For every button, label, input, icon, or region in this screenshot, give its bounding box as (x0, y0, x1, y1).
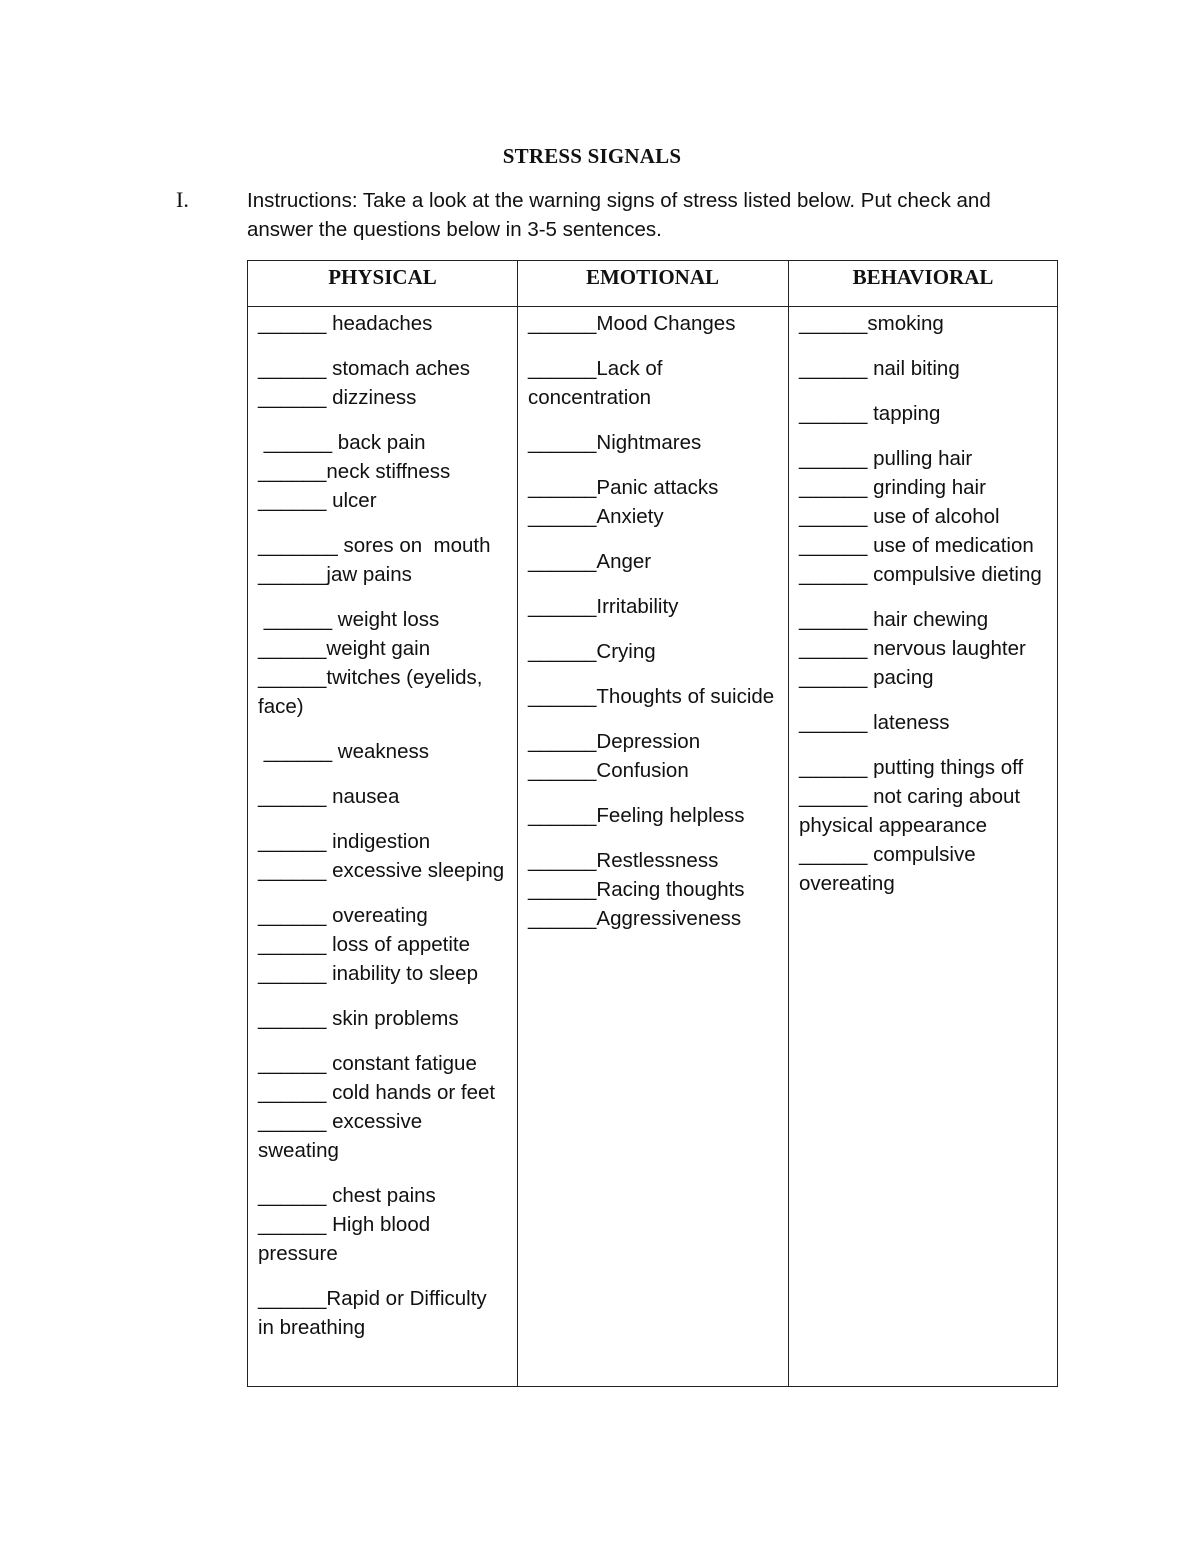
page-title: STRESS SIGNALS (502, 144, 682, 168)
behavioral-signal-item: ______ not caring about physical appearance (799, 785, 1026, 837)
header-physical: PHYSICAL (328, 265, 437, 289)
physical-signal-item: ______ dizziness (258, 386, 417, 409)
behavioral-signal-item: ______smoking (799, 312, 944, 335)
behavioral-column (799, 309, 1051, 898)
behavioral-signal-item: ______ pulling hair (799, 447, 973, 470)
physical-signal-item: ______ constant fatigue (258, 1052, 477, 1075)
emotional-signal-item: ______Anxiety (528, 505, 664, 528)
header-emotional: EMOTIONAL (585, 265, 719, 289)
behavioral-signal-item: ______ compulsive dieting (799, 563, 1042, 586)
physical-signal-item: ______ High blood pressure (258, 1213, 436, 1265)
physical-signal-item: ______ inability to sleep (258, 962, 478, 985)
emotional-signal-item: ______Nightmares (528, 431, 702, 454)
behavioral-signal-item: ______ use of alcohol (799, 505, 1000, 528)
emotional-signal-item: ______Restlessness (528, 849, 719, 872)
behavioral-signal-item: ______ putting things off (799, 756, 1024, 779)
behavioral-signal-item: ______ pacing (799, 666, 934, 689)
emotional-signal-item: ______Panic attacks (528, 476, 719, 499)
physical-signal-item: ______ excessive sweating (258, 1110, 428, 1162)
physical-signal-item: ______weight gain (258, 637, 431, 660)
emotional-signal-item: ______Crying (528, 640, 656, 663)
physical-signal-item: ______ excessive sleeping (258, 859, 505, 882)
behavioral-signal-item: ______ compulsive overeating (799, 843, 982, 895)
physical-signal-item: ______ ulcer (258, 489, 377, 512)
emotional-signal-item: ______Thoughts of suicide (528, 685, 775, 708)
behavioral-signal-item: ______ tapping (799, 402, 941, 425)
physical-signal-item: ______ loss of appetite (258, 933, 470, 956)
section-numeral: I. (176, 187, 189, 212)
physical-signal-item: ______twitches (eyelids, face) (258, 666, 489, 718)
emotional-signal-item: ______Racing thoughts (528, 878, 745, 901)
behavioral-signal-item: ______ lateness (799, 711, 950, 734)
behavioral-signal-item: ______ use of medication (799, 534, 1034, 557)
physical-signal-item: ______ weight loss (258, 608, 440, 631)
emotional-signal-item: ______Mood Changes (528, 312, 736, 335)
physical-signal-item: ______ skin problems (258, 1007, 459, 1030)
emotional-signal-item: ______Confusion (528, 759, 689, 782)
emotional-signal-item: ______Depression (528, 730, 701, 753)
physical-signal-item: ______ stomach aches (258, 357, 470, 380)
emotional-signal-item: ______Lack of concentration (528, 357, 669, 409)
instructions-text: Instructions: Take a look at the warning signs of stress listed below. Put check and answer the questions below in 3-5 sentences. (247, 189, 991, 241)
emotional-signal-item: ______Irritability (528, 595, 679, 618)
behavioral-signal-item: ______ nail biting (799, 357, 960, 380)
physical-signal-item: ______jaw pains (258, 563, 412, 586)
emotional-column (528, 309, 780, 933)
behavioral-signal-item: ______ hair chewing (799, 608, 989, 631)
physical-signal-item: ______ headaches (258, 312, 433, 335)
physical-signal-item: ______Rapid or Difficulty in breathing (258, 1287, 493, 1339)
header-divider (248, 306, 1057, 307)
emotional-signal-item: ______Aggressiveness (528, 907, 742, 930)
stress-signals-table (247, 260, 1058, 1387)
behavioral-signal-item: ______ nervous laughter (799, 637, 1026, 660)
emotional-signal-item: ______Feeling helpless (528, 804, 745, 827)
header-behavioral: BEHAVIORAL (852, 265, 994, 289)
physical-column (258, 309, 508, 1342)
behavioral-signal-item: ______ grinding hair (799, 476, 986, 499)
emotional-signal-item: ______Anger (528, 550, 652, 573)
physical-signal-item: ______ cold hands or feet (258, 1081, 496, 1104)
column-divider (517, 261, 518, 1386)
physical-signal-item: ______ chest pains (258, 1184, 436, 1207)
physical-signal-item: ______ weakness (258, 740, 429, 763)
physical-signal-item: ______ indigestion (258, 830, 431, 853)
physical-signal-item: ______ overeating (258, 904, 428, 927)
physical-signal-item: ______ back pain (258, 431, 426, 454)
physical-signal-item: _______ sores on mouth (258, 534, 491, 557)
physical-signal-item: ______neck stiffness (258, 460, 451, 483)
physical-signal-item: ______ nausea (258, 785, 400, 808)
column-divider (788, 261, 789, 1386)
